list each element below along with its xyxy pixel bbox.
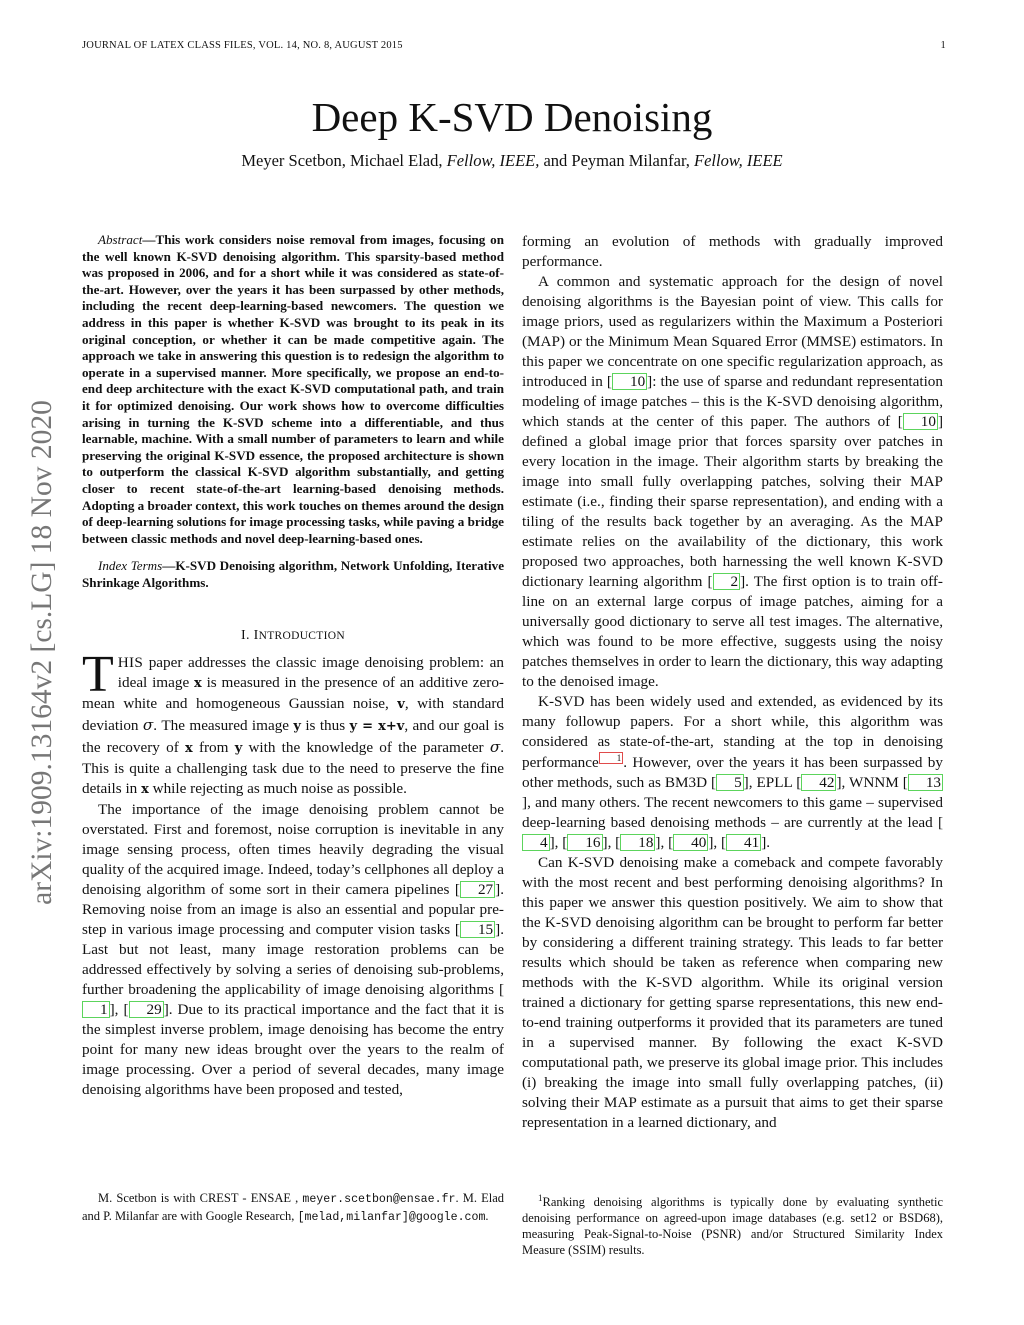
affiliation-text-part: . M. Elad and P. Milanfar are with Google Research, (82, 1191, 504, 1223)
section-title-initial: I (253, 628, 259, 644)
citation-link[interactable]: 5 (716, 774, 744, 791)
right-p2-text: , (660, 834, 669, 852)
arxiv-side-stamp (22, 360, 62, 945)
intro-paragraph-2: The importance of the image denoising problem cannot be overstated. First and foremost, noise corruption is inevitable in any image sensing process, often times heavily degrading the visual quality of the acquired image. Indeed, today’s cellphones all deploy a denoising algorithm of some sort in their camera pipelines [ 27 ]. Removing noise from an image is also an essential and popular pre-step in various image processing and computer vision tasks [ 15 ]. Last but not least, many image restoration problems can be addressed effectively by solving a series of denoising sub-problems, further broadening the applicability of image denoising algorithms [1 ], [ 29 ]. Due to its practical importance and the fact that it is the simplest inverse problem, image denoising has become the entry point for many new ideas brought over the years to the realm of image processing. Over a period of several decades, many image denoising algorithms have been proposed and tested, (82, 801, 504, 1099)
abstract (82, 232, 504, 547)
author-affiliation-footnote (82, 1190, 504, 1226)
drop-cap: T (82, 646, 114, 704)
math-x: x (184, 741, 193, 757)
paper-title: Deep K-SVD Denoising (311, 94, 713, 140)
intro-p2-text: . Last but not least, many image restoration problems can be addressed effectively by solving a series of denoising sub-problems, further broadening the applicability of image denoising algorithms (82, 921, 504, 999)
author-1-affiliation: Fellow, IEEE, (446, 151, 540, 170)
math-y: y (293, 719, 301, 735)
email-link[interactable]: [melad,milanfar]@google.com (297, 1211, 486, 1224)
right-p2-text: , (554, 834, 563, 852)
abstract-dash: — (142, 232, 156, 247)
index-terms-label: Index Terms (98, 558, 163, 574)
section-title-rest: NTRODUCTION (258, 630, 345, 643)
intro-p2-text: . Due to its practical importance and the fact that it is the simplest inverse problem, image denoising has become the entry point for many new ideas brought over the years to the realm of image processing. Over a period of several decades, many image denoising algorithms have been proposed and tested, (82, 1001, 504, 1099)
right-p1-text: A common and systematic approach for the design of novel denoising algorithms is the Bayesian point of view. This calls for image priors, used as regularizers within the Maximum a Posteriori (MAP) or the Minimum Mean Squared Error (MMSE) estimators. In this paper we concentrate on one specific regularization approach, as introduced in (522, 273, 943, 390)
intro-first-word: HIS (117, 654, 144, 672)
intro-p1-text: . The measured image (153, 717, 294, 735)
index-terms (82, 558, 504, 591)
citation-link[interactable]: 40 (673, 834, 708, 851)
intro-p1-text: from (192, 739, 235, 757)
journal-line: JOURNAL OF LATEX CLASS FILES, VOL. 14, NO. 8, AUGUST 2015 (82, 40, 403, 51)
right-p2-text: . However, over the years it has been surpassed by other methods, such as BM3D (522, 754, 943, 792)
intro-p1-text: . This is quite a challenging task due to the need to preserve the fine details in (82, 739, 505, 798)
right-p2-text: , (607, 834, 616, 852)
intro-text (82, 646, 505, 1100)
right-paragraph-1: A common and systematic approach for the design of novel denoising algorithms is the Bayesian point of view. This calls for image priors, used as regularizers within the Maximum a Posteriori (MAP) or the Minimum Mean Squared Error (MMSE) estimators. In this paper we concentrate on one specific regularization approach, as introduced in [ 10 ]: the use of sparse and redundant representation modeling of image patches – this is the K-SVD denoising algorithm, which stands at the center of this paper. The authors of [ 10 ] defined a global image prior that forces sparsity over patches in every location in the image. Their algorithm starts by breaking the image into small fully overlapping patches, solving their MAP estimate (i.e., finding their sparse representation), and ending with a tiling of the results back together by an averaging. As the MAP estimate relies on the availability of the dictionary, this work proposed two approaches, both harnessing the well known K-SVD dictionary learning algorithm [ 2 ]. The first option is to train off-line on an external large corpus of image patches, aiming for a universally good dictionary to serve all test images. The alternative, which was found to be more effective, suggests using the noisy patches themselves in order to learn the dictionary, this way adapting to the denoised image. (522, 273, 943, 690)
email-link[interactable]: meyer.scetbon@ensae.fr (302, 1193, 456, 1206)
affiliation-text (82, 1190, 504, 1226)
math-sigma: σ (142, 716, 154, 735)
right-p3-text: Can K-SVD denoising make a comeback and compete favorably with the most recent and best performing denoising algorithms? In this paper we answer this question positively. We aim to show that the K-SVD denoising algorithm can be brought to perform far better by considering a different training strategy. This leads to far better results which should be taken as reference when comparing new methods with the K-SVD algorithm. While its original version trained a dictionary for getting sparse representations, this new end-to-end training outperforms it provided that its parameters are tuned in a supervised manner. By following the exact K-SVD computational path, we preserve its global image prior. This includes (i) breaking the image into small fully overlapping patches, (ii) solving their MAP estimate as a pursuit that aims to get their sparse representation in a learned dictionary, and (522, 854, 943, 1132)
citation-link[interactable]: 4 (522, 834, 550, 851)
page-number: 1 (940, 40, 946, 51)
left-column (82, 232, 504, 1100)
index-terms-dash: — (162, 558, 176, 574)
citation-link[interactable]: 2 (713, 573, 741, 590)
citation-link[interactable]: 29 (129, 1001, 164, 1018)
intro-p1-text: paper addresses the classic image denoising problem: an ideal image (117, 654, 504, 692)
right-p2-text: , and many others. The recent newcomers to this game – supervised deep-learning based denoising methods – are currently at the lead (522, 794, 943, 832)
footnote-1-text (522, 1190, 943, 1258)
intro-p2-text: The importance of the image denoising problem cannot be overstated. First and foremost, noise corruption is inevitable in any image sensing process, often times heavily degrading the visual quality of the acquired image. Indeed, today’s cellphones all deploy a denoising algorithm of some sort in their camera pipelines (82, 801, 504, 899)
right-p1-text: : the use of sparse and redundant representation modeling of image patches – this is the K-SVD denoising algorithm, which stands at the center of this paper. The authors of (522, 373, 943, 430)
intro-p2-text: , (114, 1001, 124, 1019)
citation-link[interactable]: 42 (801, 774, 836, 791)
math-x: x (141, 782, 149, 798)
math-x: x (194, 676, 202, 692)
math-sigma: σ (489, 738, 501, 757)
intro-p1-text: is thus (300, 717, 350, 735)
right-p2-text: , WNNM (841, 774, 903, 792)
right-paragraph-2: K-SVD has been widely used and extended, as evidenced by its many followup papers. For a short while, this algorithm was considered as state-of-the-art, standing at the top in denoising performance 1 . However, over the years it has been surpassed by other methods, such as BM3D [ 5 ], EPLL [ 42 ], WNNM [ 13], and many others. The recent newcomers to this game – supervised deep-learning based denoising methods – are currently at the lead [4 ], [ 16 ], [ 18 ], [ 40 ], [ 41 ]. (522, 693, 943, 852)
right-column (522, 232, 943, 1133)
citation-link[interactable]: 27 (460, 881, 495, 898)
arxiv-id-label: arXiv:1909.13164v2 [cs.LG] 18 Nov 2020 (26, 400, 58, 905)
math-v: v (397, 697, 405, 713)
citation-link[interactable]: 16 (567, 834, 602, 851)
right-p2-text: K-SVD has been widely used and extended, as evidenced by its many followup papers. For a short while, this algorithm was considered as state-of-the-art, standing at the top in denoising performance (522, 693, 943, 772)
citation-link[interactable]: 18 (620, 834, 655, 851)
intro-p1-text: is measured in the presence of an additive zero-mean white and homogeneous Gaussian noise, (82, 674, 504, 713)
right-p2-text: , EPLL (748, 774, 797, 792)
author-2: and Peyman Milanfar, (539, 151, 695, 170)
intro-p1-text: , with standard deviation (82, 695, 504, 735)
section-number: I. (241, 628, 250, 644)
intro-p1-text: with the knowledge of the parameter (242, 739, 490, 757)
footnote-1 (522, 1190, 943, 1258)
right-p2-text: . (766, 834, 771, 852)
math-y: y (234, 741, 243, 757)
right-p1-text: . The first option is to train off-line on an external large corpus of image patches, aiming for a universally good dictionary to serve all test images. The alternative, which was found to be more effective, suggests using the noisy patches themselves in order to learn the dictionary, this way adapting to the denoised image. (522, 573, 943, 690)
index-terms-text: K-SVD Denoising algorithm, Network Unfolding, Iterative Shrinkage Algorithms. (82, 558, 505, 590)
affiliation-text-part: M. Scetbon is with CREST - ENSAE , (98, 1191, 303, 1205)
right-p1-text: defined a global image prior that forces sparsity over patches in every location in the image. Their algorithm starts by breaking the image into small fully overlapping patches, solving their MAP estimate (i.e., finding their sparse representation), and ending with a tiling of the results back together by an averaging. As the MAP estimate relies on the availability of the dictionary, this work proposed two approaches, both harnessing the well known K-SVD dictionary learning algorithm (522, 433, 943, 590)
affiliation-text-part: . (485, 1209, 489, 1223)
intro-p1-text: while rejecting as much noise as possible. (148, 780, 407, 798)
author-line (0, 150, 1024, 172)
intro-p2-text: . Removing noise from an image is also an essential and popular pre-step in various image processing and computer vision tasks (82, 881, 504, 939)
abstract-label: Abstract (98, 232, 143, 247)
running-head (82, 40, 946, 56)
citation-link[interactable]: 1 (82, 1001, 110, 1018)
math-equation: y = x+v (349, 719, 405, 735)
citation-link[interactable]: 13 (908, 774, 943, 791)
footnote-1-body: Ranking denoising algorithms is typically done by evaluating synthetic denoising performance on agreed-upon image databases (e.g. set12 or BSD68), measuring Peak-Signal-to-Noise (PSNR) and/or Structured Similarity Index Measure (SSIM) results. (522, 1195, 943, 1258)
right-paragraph-3 (522, 853, 943, 1133)
right-p2-text: , (713, 834, 721, 852)
footnote-1-mark: 1 (538, 1193, 543, 1203)
footnote-marker[interactable]: 1 (599, 752, 624, 764)
right-p0-text: forming an evolution of methods with gradually improved performance. (522, 233, 943, 270)
intro-p1-text: , and our goal is the recovery of (82, 717, 505, 757)
citation-link[interactable]: 10 (903, 413, 938, 430)
intro-paragraph-1 (82, 646, 505, 800)
section-heading-introduction (82, 627, 504, 645)
citation-link[interactable]: 41 (726, 834, 761, 851)
author-1: Meyer Scetbon, Michael Elad, (241, 151, 447, 170)
author-2-affiliation: Fellow, IEEE (694, 151, 783, 170)
abstract-text: This work considers noise removal from images, focusing on the well known K-SVD denoising algorithm. This sparsity-based method was proposed in 2006, and for a short while it was considered as state-of-the-art. However, over the years it has been surpassed by other methods, including the recent deep-learning-based newcomers. The question we address in this paper is whether K-SVD was brought to its peak in its original conception, or whether it can be made competitive again. The approach we take in answering this question is to redesign the algorithm to operate in a supervised manner. More specifically, we propose an end-to-end deep architecture with the exact K-SVD computational path, and train it for optimized denoising. Our work shows how to overcome difficulties arising in turning the K-SVD scheme into a differentiable, and thus learnable, machine. With a small number of parameters to learn and while preserving the original K-SVD essence, the proposed architecture is shown to outperform the classical K-SVD algorithm substantially, and getting closer to recent state-of-the-art learning-based denoising methods. Adopting a broader context, this work touches on themes around the design of deep-learning solutions for image processing tasks, while paving a bridge between classic methods and novel deep-learning-based ones. (82, 232, 504, 546)
right-paragraph-0 (522, 232, 943, 272)
citation-link[interactable]: 10 (612, 373, 647, 390)
citation-link[interactable]: 15 (460, 921, 495, 938)
